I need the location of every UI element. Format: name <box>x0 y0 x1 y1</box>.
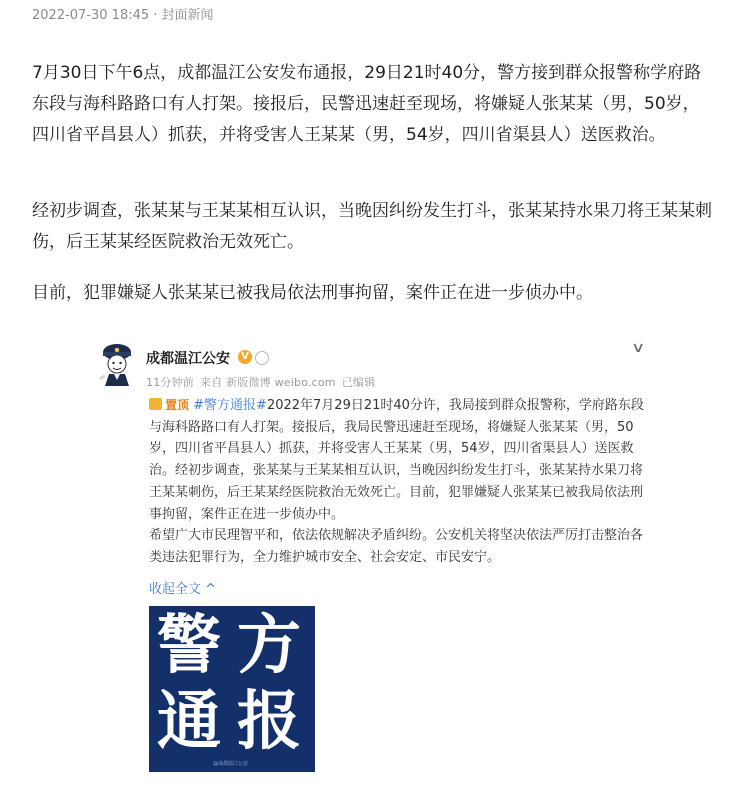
weibo-post-card <box>87 326 669 792</box>
image-watermark: @成都温江公安 <box>213 761 249 767</box>
member-icon <box>255 351 269 365</box>
publish-datetime: 2022-07-30 18:45 <box>32 8 150 23</box>
edited-label: 已编辑 <box>341 376 376 389</box>
police-notice-image[interactable] <box>149 606 315 772</box>
post-text-appeal: 希望广大市民理智平和，依法依规解决矛盾纠纷。公安机关将坚决依法严厉打击整治各类违法犯罪行为，全力维护城市安全、社会安定、市民安宁。 <box>149 528 644 565</box>
article-paragraph-3: 目前，犯罪嫌疑人张某某已被我局依法刑事拘留，案件正在进一步侦办中。 <box>32 283 593 303</box>
source-label: · 封面新闻 <box>153 8 214 23</box>
article-meta <box>32 4 214 23</box>
pinned-badge <box>149 395 189 417</box>
post-text-main: 2022年7月29日21时40分许，我局接到群众报警称，学府路东段与海科路路口有人打架。接报后，我局民警迅速赶至现场，将嫌疑人张某某（男，50岁，四川省平昌县人）抓获，并将受害人王某某（男，54岁，四川省渠县人）送医救治。经初步调查，张某某与王某某相互认识，当晚因纠纷发生打斗，张某某持水果刀将王某某刺伤，后王某某经医院救治无效死亡。目前，犯罪嫌疑人张某某已被我局依法刑事拘留，案件正在进一步侦办中。 <box>149 398 644 522</box>
post-subline <box>146 374 381 390</box>
post-from[interactable]: 来自 新版微博 weibo.com <box>200 376 336 389</box>
account-name[interactable]: 成都温江公安 <box>146 351 230 367</box>
notice-char-2: 方 <box>237 609 301 683</box>
pin-icon <box>149 398 162 410</box>
notice-char-3: 通 <box>157 685 221 759</box>
post-text <box>149 395 645 569</box>
notice-char-4: 报 <box>237 685 301 759</box>
article-paragraph-2: 经初步调查，张某某与王某某相互认识，当晚因纠纷发生打斗，张某某持水果刀将王某某刺伤，后王某某经医院救治无效死亡。 <box>32 201 712 252</box>
pin-label: 置顶 <box>165 398 190 412</box>
collapse-fulltext-link[interactable]: 收起全文 ^ <box>149 582 217 597</box>
police-avatar-icon[interactable] <box>95 340 139 388</box>
hashtag-link[interactable]: #警方通报# <box>193 398 267 413</box>
article-paragraph-1: 7月30日下午6点，成都温江公安发布通报，29日21时40分，警方接到群众报警称学府路东段与海科路路口有人打架。接报后，民警迅速赶至现场，将嫌疑人张某某（男，50岁，四川省平昌县人）抓获，并将受害人王某某（男，54岁，四川省渠县人）送医救治。 <box>32 63 702 145</box>
post-time[interactable]: 11分钟前 <box>146 376 194 389</box>
notice-char-1: 警 <box>157 609 221 683</box>
verified-badge-icon: V <box>238 350 252 364</box>
chevron-down-icon[interactable]: ∨ <box>630 340 646 356</box>
